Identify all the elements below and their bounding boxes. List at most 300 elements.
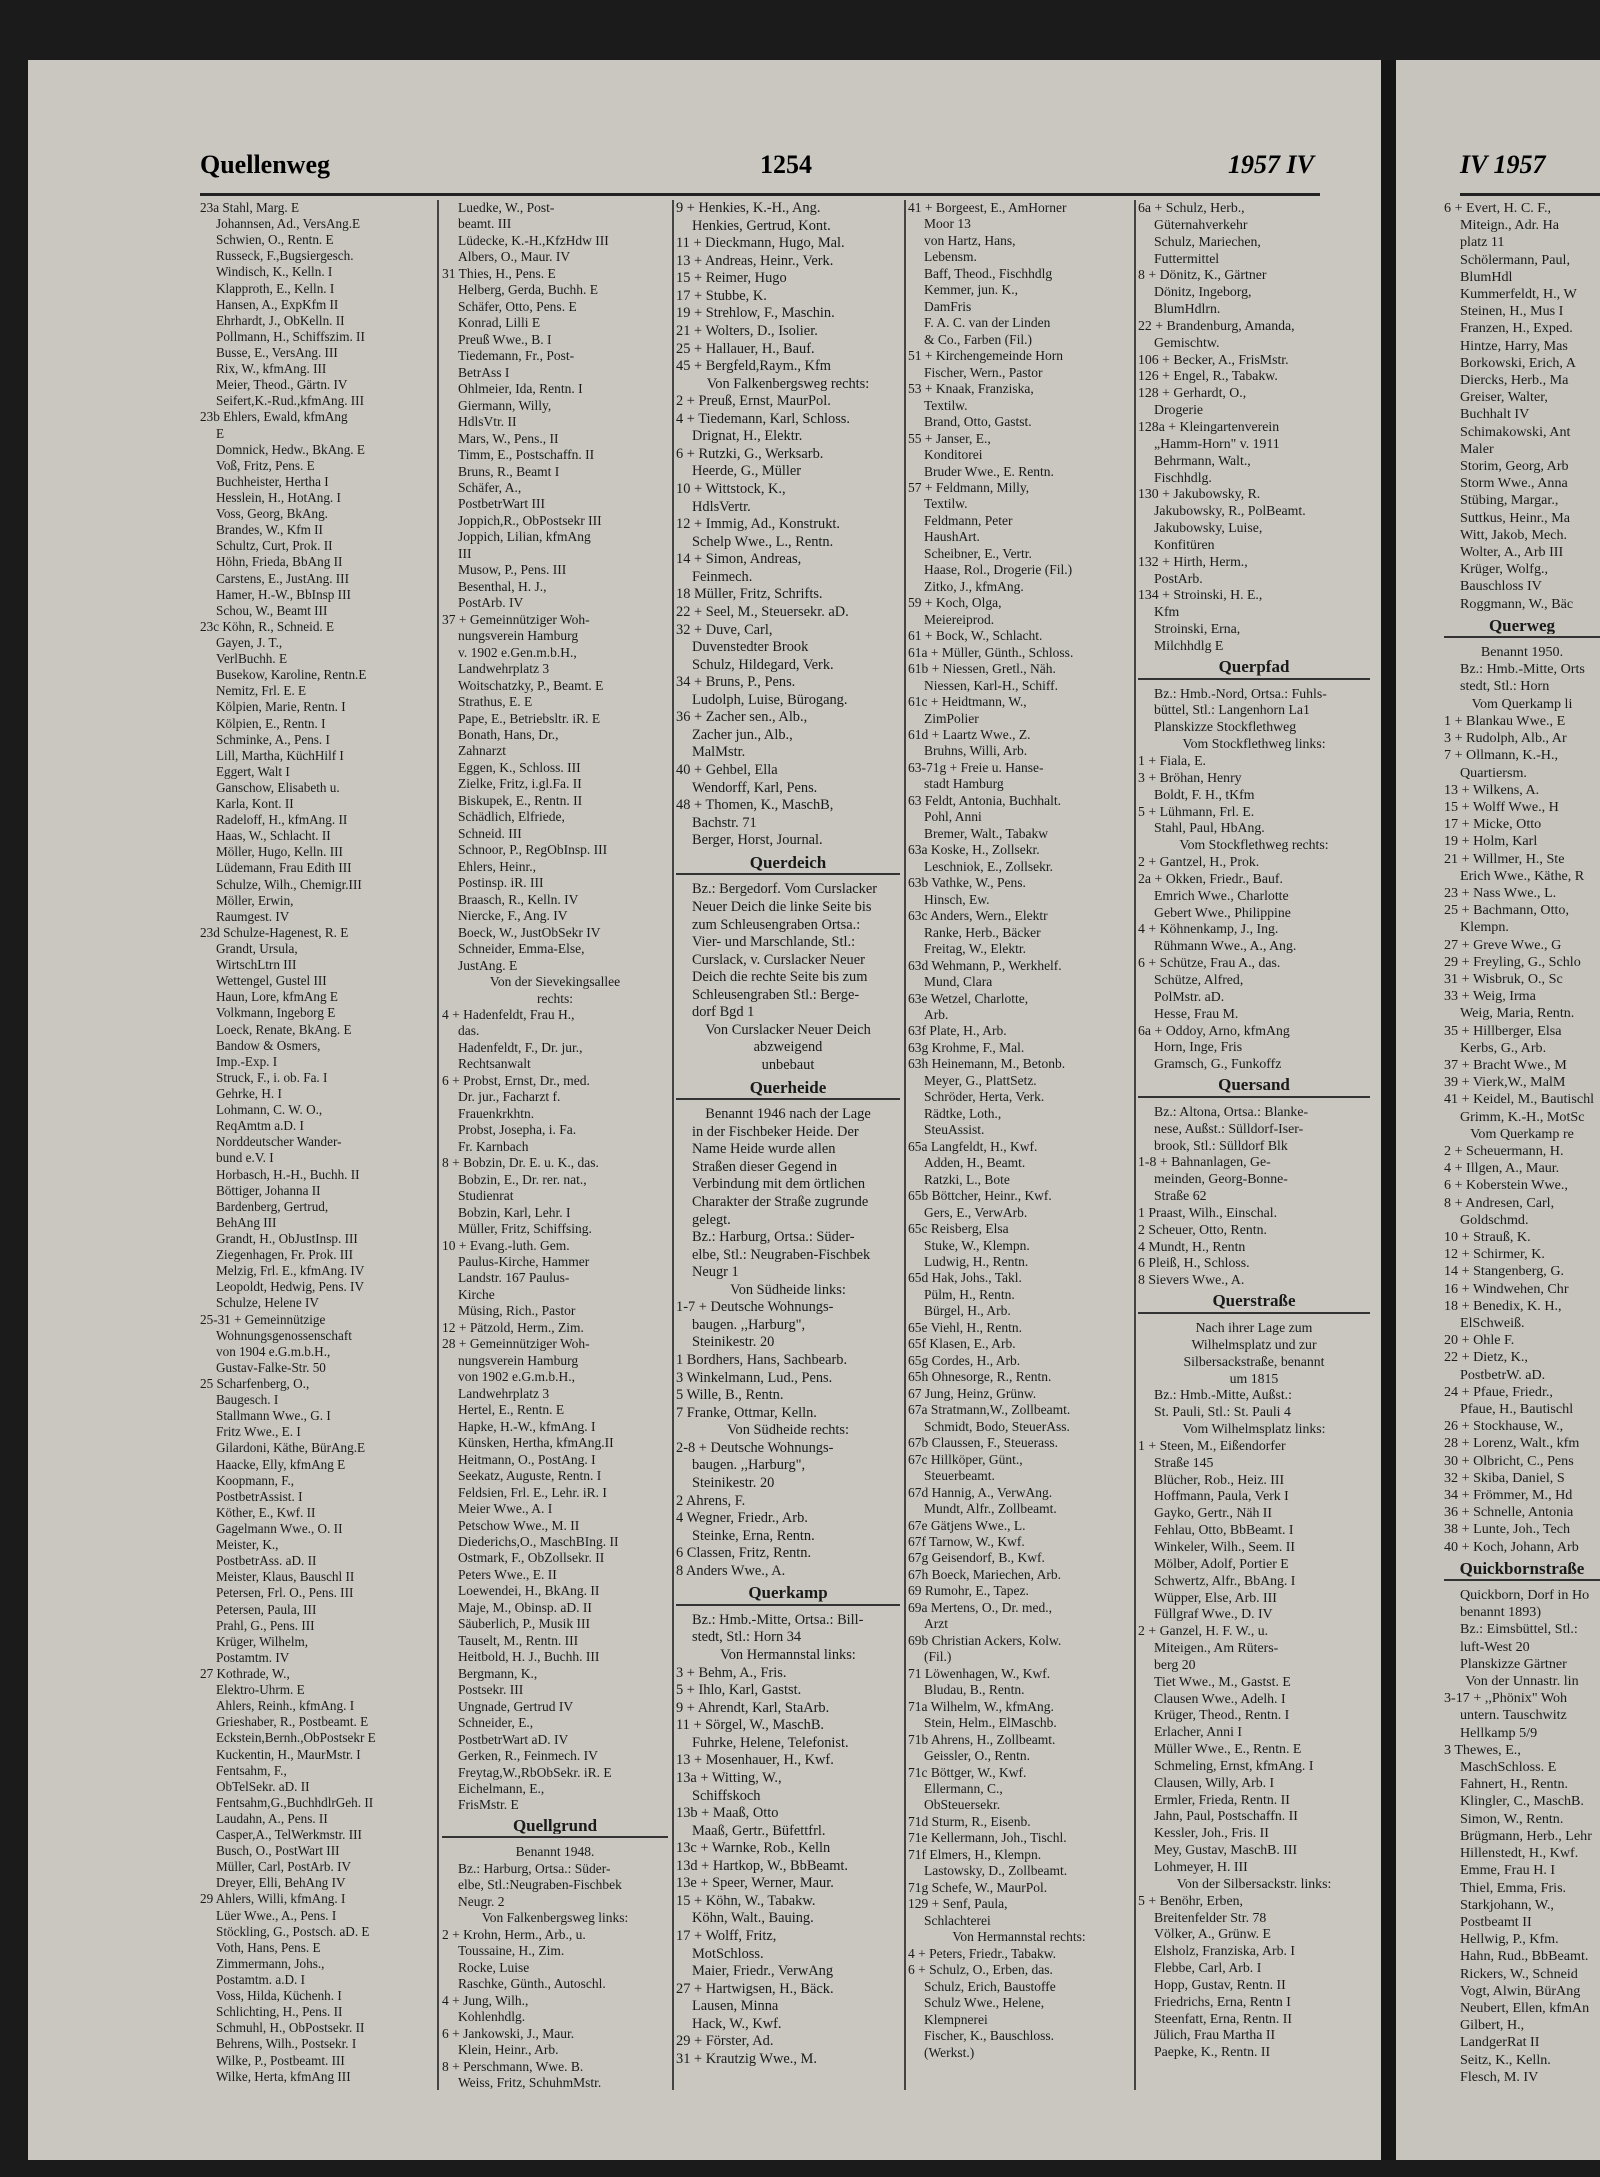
street-heading: Quersand [1218, 1077, 1290, 1094]
directory-line: 26 + Stockhause, W., [1444, 1418, 1564, 1435]
directory-line: Musow, P., Pens. III [458, 562, 567, 578]
directory-line: Stahl, Paul, HbAng. [1154, 820, 1265, 836]
directory-line: Bruder Wwe., E. Rentn. [924, 463, 1054, 479]
directory-line: Petersen, Paula, III [216, 1601, 317, 1617]
street-heading: Querdeich [749, 853, 827, 872]
column-divider [437, 200, 439, 2090]
directory-line: 32 + Skiba, Daniel, S [1444, 1469, 1565, 1486]
directory-line: Kohlenhdlg. [458, 2009, 526, 2025]
directory-line: Ellermann, C., [924, 1781, 1003, 1796]
directory-line: 20 + Ohle F. [1444, 1332, 1515, 1349]
directory-line: 63d Wehmann, P., Werkhelf. [908, 957, 1062, 973]
section-rule [1444, 1579, 1600, 1581]
directory-line: Benannt 1946 nach der Lage [705, 1106, 871, 1123]
directory-line: PostArb. IV [458, 595, 524, 611]
directory-line: brook, Stl.: Sülldorf Blk [1154, 1137, 1288, 1153]
directory-line: Radeloff, H., kfmAng. II [216, 812, 348, 828]
directory-line: Hertel, E., Rentn. E [458, 1402, 565, 1418]
directory-line: ReqAmtm a.D. I [216, 1118, 304, 1134]
directory-line: 6 + Rutzki, G., Werksarb. [676, 445, 824, 462]
directory-line: von Hartz, Hans, [924, 232, 1016, 248]
directory-line: Melzig, Frl. E., kfmAng. IV [216, 1263, 365, 1279]
directory-line: BehAng III [216, 1214, 277, 1230]
directory-line: 37 + Bracht Wwe., M [1444, 1056, 1567, 1073]
directory-line: Quickborn, Dorf in Ho [1460, 1587, 1590, 1604]
directory-line: Ermler, Frieda, Rentn. II [1154, 1791, 1290, 1807]
directory-line: Albers, O., Maur. IV [458, 249, 571, 265]
directory-line: 6 Pleiß, H., Schloss. [1138, 1255, 1250, 1271]
directory-line: Brandes, W., Kfm II [216, 522, 323, 538]
directory-line: 6 + Schütze, Frau A., das. [1138, 955, 1281, 971]
directory-line: Hadenfeldt, F., Dr. jur., [458, 1039, 583, 1055]
directory-line: 35 + Hillberger, Elsa [1444, 1022, 1562, 1039]
directory-line: Ranke, Herb., Bäcker [924, 924, 1041, 940]
directory-line: Drignat, H., Elektr. [692, 428, 803, 445]
directory-line: 17 + Micke, Otto [1444, 816, 1542, 833]
directory-line: Schnoor, P., RegObInsp. III [458, 842, 608, 858]
directory-line: 23c Köhn, R., Schneid. E [200, 618, 335, 634]
directory-line: Lausen, Minna [692, 1998, 779, 2015]
directory-line: 27 + Hartwigsen, H., Bäck. [676, 1980, 834, 1997]
directory-line: Vier- und Marschlande, Stl.: [692, 934, 856, 951]
directory-line: Schulze, Helene IV [216, 1295, 319, 1311]
directory-line: Besenthal, H. J., [458, 578, 547, 594]
directory-line: 61d + Laartz Wwe., Z. [908, 727, 1031, 742]
directory-line: Bludau, B., Rentn. [924, 1682, 1025, 1698]
section-rule [442, 1836, 668, 1838]
directory-line: Horn, Inge, Fris [1154, 1039, 1243, 1055]
directory-line: Silbersackstraße, benannt [1183, 1353, 1325, 1369]
directory-line: PostbetrAss. aD. II [216, 1553, 317, 1569]
directory-line: PostArb. [1154, 570, 1203, 586]
directory-line: 106 + Becker, A., FrisMstr. [1138, 351, 1289, 367]
directory-line: 13c + Warnke, Rob., Kelln [676, 1840, 831, 1857]
directory-line: dorf Bgd 1 [692, 1004, 755, 1021]
directory-line: Bremer, Walt., Tabakw [924, 825, 1049, 841]
street-heading: Quellgrund [512, 1817, 598, 1835]
directory-line: Strathus, E. E [458, 694, 533, 710]
directory-line: v. 1902 e.Gen.m.b.H., [458, 644, 577, 660]
directory-line: Rechtsanwalt [458, 1056, 531, 1072]
directory-line: Neugr 1 [692, 1264, 739, 1281]
directory-line: 65g Cordes, H., Arb. [908, 1352, 1021, 1368]
directory-line: 29 + Förster, Ad. [676, 2033, 774, 2050]
directory-line: 53 + Knaak, Franziska, [908, 381, 1034, 397]
directory-line: Erlacher, Anni I [1154, 1724, 1242, 1740]
directory-line: 63g Krohme, F., Mal. [908, 1039, 1025, 1055]
directory-line: Jakubowsky, Luise, [1154, 520, 1263, 536]
directory-line: Schütze, Alfred, [1154, 971, 1244, 987]
directory-line: 13 + Andreas, Heinr., Verk. [676, 252, 834, 269]
directory-line: 63-71g + Freie u. Hanse- [908, 759, 1044, 775]
directory-line: 71 Löwenhagen, W., Kwf. [908, 1665, 1051, 1681]
directory-line: Ehrhardt, J., ObKelln. II [216, 312, 345, 328]
directory-line: ZimPolier [924, 710, 979, 726]
directory-line: Von Hermannstal links: [720, 1647, 856, 1663]
directory-line: Toussaine, H., Zim. [458, 1943, 565, 1959]
directory-line: Pape, E., Betriebsltr. iR. E [458, 710, 601, 726]
directory-line: nungsverein Hamburg [458, 628, 579, 644]
directory-line: BlumHdlrn. [1154, 301, 1221, 317]
directory-line: Moor 13 [924, 216, 971, 232]
page-number: 1254 [760, 150, 812, 179]
directory-line: Mey, Gustav, MaschB. III [1154, 1842, 1298, 1858]
directory-line: Rix, W., kfmAng. III [216, 361, 327, 377]
directory-line: Stallmann Wwe., G. I [216, 1408, 331, 1424]
directory-line: Grimm, K.-H., MotSc [1460, 1108, 1585, 1125]
directory-line: Drogerie [1154, 402, 1204, 418]
directory-line: Seekatz, Auguste, Rentn. I [458, 1468, 602, 1484]
directory-line: stedt, Stl.: Horn [1460, 678, 1550, 695]
directory-line: Von Südheide links: [730, 1281, 846, 1298]
directory-line: 23a Stahl, Marg. E [200, 200, 300, 215]
directory-line: 129 + Senf, Paula, [908, 1896, 1008, 1912]
directory-line: 33 + Weig, Irma [1444, 988, 1536, 1005]
directory-line: Flesch, M. IV [1460, 2068, 1539, 2085]
directory-line: 6 + Koberstein Wwe., [1444, 1177, 1568, 1194]
directory-line: 17 + Stubbe, K. [676, 287, 767, 304]
directory-line: Neuer Deich die linke Seite bis [692, 898, 872, 915]
directory-line: Hansen, A., ExpKfm II [216, 296, 339, 312]
directory-line: Schlichting, H., Pens. II [216, 2004, 343, 2020]
directory-line: Dreyer, Elli, BehAng IV [216, 1875, 346, 1891]
directory-line: Luedke, W., Post- [458, 200, 555, 215]
section-rule [1444, 636, 1600, 638]
directory-line: 61 + Bock, W., Schlacht. [908, 628, 1043, 644]
directory-line: 13 + Mosenhauer, H., Kwf. [676, 1752, 834, 1769]
directory-line: 6 + Schulz, O., Erben, das. [908, 1962, 1053, 1978]
directory-line: Storim, Georg, Arb [1460, 458, 1569, 475]
directory-line: in der Fischbeker Heide. Der [692, 1123, 859, 1140]
directory-line: Struck, F., i. ob. Fa. I [216, 1069, 328, 1085]
directory-line: 8 + Perschmann, Wwe. B. [442, 2058, 584, 2074]
directory-line: 55 + Janser, E., [908, 430, 991, 446]
directory-line: Hahn, Rud., BbBeamt. [1460, 1948, 1589, 1965]
directory-line: Schölermann, Paul, [1460, 251, 1570, 268]
directory-line: JustAng. E [458, 957, 518, 973]
directory-line: Voß, Fritz, Pens. E [216, 457, 315, 473]
directory-line: Mölber, Adolf, Portier E [1154, 1555, 1289, 1571]
section-rule [676, 1098, 900, 1100]
directory-line: 57 + Feldmann, Milly, [908, 479, 1030, 495]
directory-line: Fahnert, H., Rentn. [1460, 1776, 1569, 1793]
directory-line: 71g Schefe, W., MaurPol. [908, 1879, 1048, 1895]
directory-line: Landstr. 167 Paulus- [458, 1270, 570, 1286]
directory-line: Meier Wwe., A. I [458, 1501, 553, 1517]
directory-line: Bauschloss IV [1460, 578, 1542, 595]
directory-line: Arzt [924, 1616, 948, 1632]
right-header-rule [1460, 193, 1600, 196]
directory-line: Postamtm. IV [216, 1649, 290, 1665]
directory-line: Diederichs,O., MaschBIng. II [458, 1533, 619, 1549]
directory-line: Timm, E., Postschaffn. II [458, 447, 595, 463]
directory-line: Name Heide wurde allen [692, 1141, 836, 1158]
directory-line: Bardenberg, Gertrud, [216, 1198, 329, 1214]
section-rule [1138, 678, 1370, 680]
directory-line: Geissler, O., Rentn. [924, 1748, 1030, 1764]
directory-line: Klempnerei [924, 2011, 988, 2027]
directory-line: Busch, O., PostWart III [216, 1843, 340, 1859]
directory-line: 2a + Okken, Friedr., Bauf. [1138, 870, 1283, 886]
directory-line: 36 + Schnelle, Antonia [1444, 1504, 1574, 1521]
directory-line: 12 + Immig, Ad., Konstrukt. [676, 516, 841, 533]
directory-line: 61c + Heidtmann, W., [908, 694, 1027, 710]
directory-line: Franzen, H., Exped. [1460, 320, 1573, 337]
directory-line: 13 + Wilkens, A. [1444, 781, 1540, 798]
directory-line: Böttiger, Johanna II [216, 1182, 321, 1198]
directory-line: Fentsahm,G.,BuchhdlrGeh. II [216, 1794, 374, 1810]
directory-line: 14 + Simon, Andreas, [676, 551, 802, 568]
directory-line: Eckstein,Bernh.,ObPostsekr E [216, 1730, 376, 1746]
directory-line: Schmeling, Ernst, kfmAng. I [1154, 1757, 1314, 1773]
directory-line: 22 + Seel, M., Steuersekr. aD. [676, 603, 849, 620]
directory-line: Klempn. [1460, 919, 1509, 936]
directory-line: 4 + Peters, Friedr., Tabakw. [908, 1945, 1057, 1961]
directory-line: Voss, Georg, BkAng. [216, 506, 328, 522]
directory-line: 36 + Zacher sen., Alb., [676, 709, 808, 726]
directory-line: Bz.: Harburg, Ortsa.: Süder- [692, 1229, 855, 1246]
directory-line: 30 + Olbricht, C., Pens [1444, 1452, 1574, 1469]
page-bottom-edge [28, 2160, 1600, 2177]
directory-line: Loeck, Renate, BkAng. E [216, 1021, 352, 1037]
directory-line: 71c Böttger, W., Kwf. [908, 1764, 1027, 1780]
directory-line: Zimmermann, Johs., [216, 1955, 325, 1971]
directory-line: 67c Hillköper, Günt., [908, 1451, 1023, 1467]
directory-line: PostbetrW. aD. [1460, 1366, 1546, 1383]
directory-line: Straße 62 [1154, 1188, 1207, 1204]
directory-line: Boldt, F. H., tKfm [1154, 786, 1255, 802]
directory-line: Köhn, Walt., Bauing. [692, 1910, 814, 1927]
directory-line: Zitko, J., kfmAng. [924, 578, 1024, 594]
directory-line: Gramsch, G., Funkoffz [1154, 1056, 1282, 1072]
directory-line: 24 + Pfaue, Friedr., [1444, 1383, 1553, 1400]
directory-line: 65h Ohnesorge, R., Rentn. [908, 1369, 1052, 1385]
directory-line: 15 + Reimer, Hugo [676, 270, 787, 287]
directory-line: 59 + Koch, Olga, [908, 595, 1002, 611]
directory-line: 3 Winkelmann, Lud., Pens. [676, 1369, 833, 1386]
directory-line: Bobzin, E., Dr. rer. nat., [458, 1171, 587, 1187]
directory-line: Behrmann, Walt., [1154, 452, 1251, 468]
directory-line: 1 Praast, Wilh., Einschal. [1138, 1204, 1278, 1220]
directory-line: Gayko, Gertr., Näh II [1154, 1505, 1273, 1521]
directory-line: Müller, Fritz, Schiffsing. [458, 1221, 592, 1237]
directory-line: 17 + Wolff, Fritz, [676, 1928, 777, 1944]
directory-line: baugen. ,,Harburg", [692, 1457, 806, 1474]
directory-line: Kölpien, Marie, Rentn. I [216, 699, 346, 715]
directory-line: 29 + Freyling, G., Schlo [1444, 953, 1581, 970]
directory-line: Bonath, Hans, Dr., [458, 727, 559, 742]
directory-line: 61a + Müller, Günth., Schloss. [908, 644, 1074, 660]
directory-line: Von Hermannstal rechts: [952, 1929, 1086, 1945]
directory-line: Vogt, Alwin, BürAng [1460, 1982, 1581, 1999]
directory-line: Schlachterei [924, 1912, 991, 1928]
directory-line: 63a Koske, H., Zollsekr. [908, 842, 1040, 858]
directory-line: Adden, H., Beamt. [924, 1155, 1026, 1171]
directory-line: Gerken, R., Feinmech. IV [458, 1748, 598, 1764]
directory-line: Meier, Theod., Gärtn. IV [216, 377, 348, 393]
directory-line: 3-17 + ,,Phönix" Woh [1444, 1690, 1568, 1707]
directory-line: Von Falkenbergsweg links: [481, 1910, 629, 1926]
directory-line: benannt 1893) [1460, 1604, 1542, 1621]
directory-line: Mars, W., Pens., II [458, 430, 559, 446]
directory-line: 4 + Jung, Wilh., [442, 1992, 529, 2008]
directory-line: 1 + Fiala, E. [1138, 753, 1206, 768]
directory-line: 25 + Bachmann, Otto, [1444, 902, 1569, 919]
directory-line: Studienrat [458, 1188, 514, 1204]
column-divider [1134, 200, 1136, 2090]
directory-line: Buchhalt IV [1460, 406, 1530, 423]
directory-line: Russeck, F.,Bugsiergesch. [216, 248, 354, 264]
directory-line: Nemitz, Frl. E. E [216, 683, 307, 699]
directory-line: Pülm, H., Rentn. [924, 1286, 1015, 1302]
directory-line: Casper,A., TelWerkmstr. III [216, 1827, 362, 1843]
directory-line: Textilw. [924, 496, 968, 512]
directory-line: Lüer Wwe., A., Pens. I [216, 1907, 337, 1923]
directory-line: Lohmann, C. W. O., [216, 1102, 323, 1118]
directory-line: 21 + Wolters, D., Isolier. [676, 322, 818, 339]
directory-line: Karla, Kont. II [216, 796, 294, 812]
directory-line: Hoffmann, Paula, Verk I [1154, 1488, 1289, 1504]
directory-line: Lüdemann, Frau Edith III [216, 860, 352, 876]
directory-line: HdlsVertr. [692, 498, 751, 515]
directory-line: Neubert, Ellen, kfmAn [1460, 1999, 1590, 2016]
directory-line: 13d + Hartkop, W., BbBeamt. [676, 1857, 848, 1874]
directory-line: Joppich, Lilian, kfmAng [458, 529, 591, 545]
directory-line: 4 + Köhnenkamp, J., Ing. [1138, 921, 1279, 937]
directory-line: MotSchloss. [692, 1945, 764, 1962]
directory-line: 12 + Schirmer, K. [1444, 1246, 1545, 1263]
directory-line: 63f Plate, H., Arb. [908, 1023, 1007, 1039]
directory-line: Krüger, Wolfg., [1460, 561, 1549, 578]
directory-line: 71f Elmers, H., Klempn. [908, 1846, 1042, 1862]
directory-line: Jülich, Frau Martha II [1154, 2027, 1276, 2043]
directory-line: 48 + Thomen, K., MaschB, [676, 797, 834, 814]
directory-line: Vom Querkamp li [1471, 695, 1573, 712]
directory-line: 7 + Ollmann, K.-H., [1444, 747, 1559, 764]
directory-line: Völker, A., Grünw. E [1154, 1926, 1271, 1942]
directory-line: Hellkamp 5/9 [1460, 1724, 1538, 1741]
directory-line: Grandt, Ursula, [216, 941, 298, 957]
directory-line: Schneid. III [458, 825, 522, 841]
directory-line: PostbetrWart III [458, 496, 546, 512]
directory-line: E [216, 425, 225, 441]
directory-line: Hesslein, H., HotAng. I [216, 489, 341, 505]
directory-line: ElSchweiß. [1460, 1315, 1525, 1331]
directory-line: rechts: [537, 990, 573, 1006]
directory-line: Ratzki, L., Bote [924, 1171, 1010, 1187]
directory-line: Blücher, Rob., Heiz. III [1154, 1471, 1285, 1487]
directory-line: LandgerRat II [1460, 2034, 1540, 2051]
directory-line: Konfitüren [1154, 536, 1215, 552]
directory-line: Winkeler, Wilh., Seem. II [1154, 1538, 1295, 1554]
directory-line: Kfm [1154, 604, 1180, 620]
directory-line: 22 + Brandenburg, Amanda, [1138, 317, 1295, 333]
directory-line: 65f Klasen, E., Arb. [908, 1336, 1016, 1352]
directory-line: Maier, Friedr., VerwAng [692, 1963, 834, 1980]
directory-line: Klapproth, E., Kelln. I [216, 280, 335, 296]
directory-line: Ostmark, F., ObZollsekr. II [458, 1550, 605, 1566]
directory-line: Elsholz, Franziska, Arb. I [1154, 1943, 1296, 1959]
directory-line: Fischer, K., Bauschloss. [924, 2028, 1054, 2044]
directory-line: Klingler, C., MaschB. [1460, 1793, 1584, 1810]
directory-line: Tiedemann, Fr., Post- [458, 348, 575, 364]
street-heading: Quickbornstraße [1459, 1559, 1585, 1578]
directory-line: Schulz, Erich, Baustoffe [924, 1978, 1056, 1994]
directory-line: (Fil.) [924, 1649, 952, 1665]
directory-line: 28 + Lorenz, Walt., kfm [1444, 1435, 1580, 1452]
directory-line: Fentsahm, F., [216, 1762, 287, 1778]
directory-line: berg 20 [1154, 1656, 1196, 1672]
directory-line: Braasch, R., Kelln. IV [458, 891, 579, 907]
directory-line: Clausen, Willy, Arb. I [1154, 1774, 1275, 1790]
directory-line: Bergmann, K., [458, 1665, 538, 1681]
directory-line: Planskizze Stockflethweg [1154, 719, 1297, 735]
directory-line: Zielke, Fritz, i.gl.Fa. II [458, 776, 582, 792]
directory-line: 9 + Ahrendt, Karl, StaArb. [676, 1699, 830, 1716]
directory-line: 67h Boeck, Mariechen, Arb. [908, 1566, 1061, 1582]
street-heading: Querweg [1488, 616, 1556, 635]
directory-line: Peters Wwe., E. II [458, 1566, 557, 1582]
directory-line: Kirche [458, 1286, 495, 1302]
directory-line: nese, Außst.: Sülldorf-Iser- [1154, 1120, 1304, 1136]
directory-line: Duvenstedter Brook [692, 639, 809, 656]
directory-line: Haun, Lore, kfmAng E [216, 989, 338, 1005]
directory-line: Steenfatt, Erna, Rentn. II [1154, 2010, 1292, 2026]
directory-line: Lüdecke, K.-H.,KfzHdw III [458, 232, 609, 248]
directory-line: Wilke, Herta, kfmAng III [216, 2068, 351, 2084]
directory-line: 61b + Niessen, Gretl., Näh. [908, 661, 1056, 677]
directory-line: 8 + Andresen, Carl, [1444, 1194, 1555, 1211]
directory-line: (Werkst.) [924, 2044, 975, 2060]
street-heading: Querheide [749, 1078, 827, 1097]
directory-line: Seitz, K., Kelln. [1460, 2051, 1551, 2068]
directory-line: 41 + Borgeest, E., AmHorner [908, 200, 1067, 215]
directory-line: Hamer, H.-W., BbInsp III [216, 586, 351, 602]
directory-line: Schulz, Mariechen, [1154, 233, 1261, 249]
directory-line: Ungnade, Gertrud IV [458, 1698, 574, 1714]
directory-line: Textilw. [924, 397, 968, 413]
directory-line: Steinikestr. 20 [692, 1474, 775, 1491]
directory-line: luft-West 20 [1460, 1638, 1530, 1655]
directory-line: Busekow, Karoline, Rentn.E [216, 667, 367, 683]
directory-line: 18 Müller, Fritz, Schrifts. [676, 586, 823, 603]
directory-line: 69a Mertens, O., Dr. med., [908, 1599, 1052, 1615]
directory-line: 132 + Hirth, Herm., [1138, 553, 1248, 569]
directory-line: Witt, Jakob, Mech. [1460, 526, 1568, 543]
directory-line: 71d Sturm, R., Eisenb. [908, 1813, 1031, 1829]
directory-line: 2 + Krohn, Herm., Arb., u. [442, 1926, 586, 1942]
directory-line: 27 Kothrade, W., [200, 1665, 290, 1681]
directory-line: 2 + Gantzel, H., Prok. [1138, 854, 1260, 870]
directory-line: Feldsien, Frl. E., Lehr. iR. I [458, 1484, 607, 1500]
directory-line: 1 Bordhers, Hans, Sachbearb. [676, 1352, 848, 1368]
directory-line: 5 Wille, B., Rentn. [676, 1387, 784, 1404]
directory-line: Windisch, K., Kelln. I [216, 264, 333, 280]
directory-line: Schultz, Curt, Prok. II [216, 538, 333, 554]
directory-line: Rickers, W., Schneid [1460, 1965, 1578, 1982]
directory-line: 134 + Stroinski, H. E., [1138, 587, 1263, 603]
directory-line: Benannt 1948. [515, 1844, 595, 1860]
directory-line: Gagelmann Wwe., O. II [216, 1520, 343, 1536]
directory-line: Paulus-Kirche, Hammer [458, 1254, 590, 1269]
directory-line: 67d Hannig, A., VerwAng. [908, 1484, 1053, 1500]
section-rule [1138, 1312, 1370, 1314]
directory-column-2 [442, 200, 668, 2091]
directory-line: Hinsch, Ew. [924, 891, 990, 907]
directory-line: Schmidt, Bodo, SteuerAss. [924, 1418, 1070, 1434]
directory-line: 4 Mundt, H., Rentn [1138, 1238, 1246, 1254]
directory-column-3 [676, 200, 900, 2069]
